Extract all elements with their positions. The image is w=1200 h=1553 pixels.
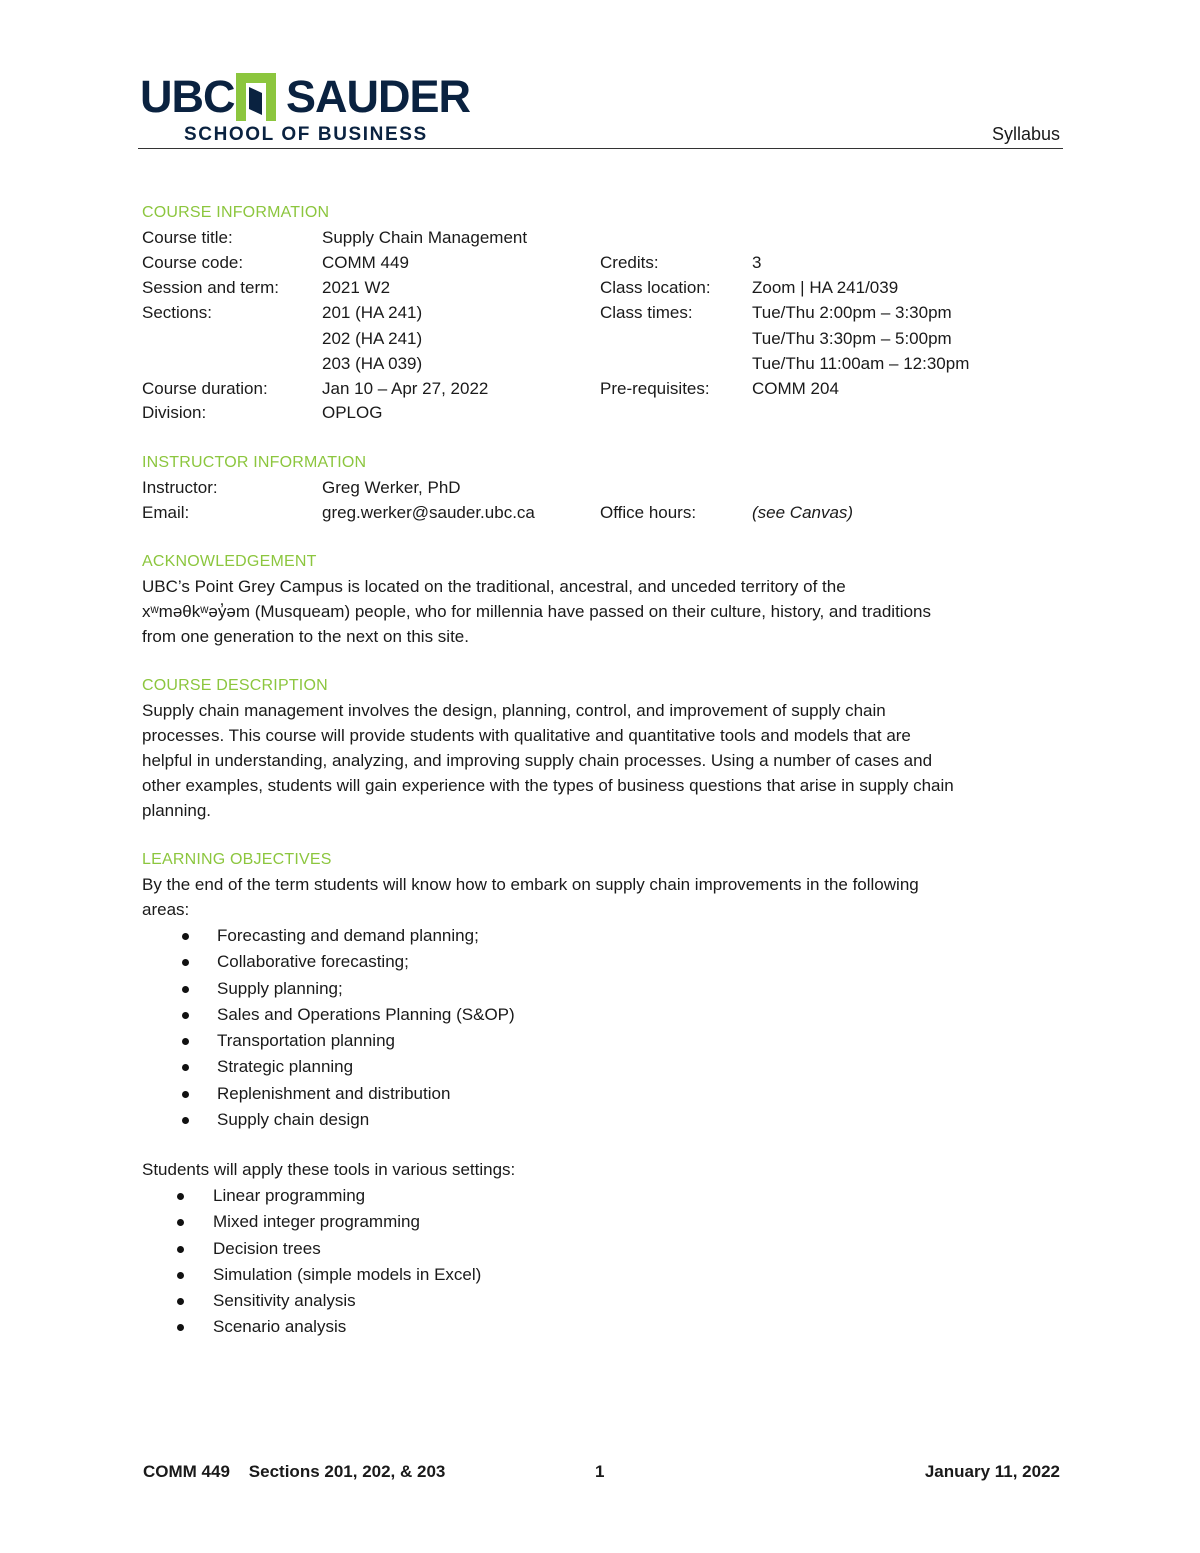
course-code-row	[142, 250, 1062, 275]
bullet-icon	[177, 1193, 184, 1200]
bullet-icon	[177, 1324, 184, 1331]
division-label: Division:	[142, 403, 207, 422]
list-item: Supply chain design	[182, 1107, 515, 1133]
list-item: Supply planning;	[182, 976, 515, 1002]
bullet-icon	[182, 1012, 189, 1019]
sections-row-1	[142, 300, 1062, 325]
list-item: Decision trees	[177, 1236, 481, 1262]
course-description-heading: COURSE DESCRIPTION	[142, 677, 328, 694]
course-code-value: COMM 449	[322, 253, 409, 272]
footer-course-sections: COMM 449 Sections 201, 202, & 203	[143, 1462, 446, 1481]
prerequisites-value: COMM 204	[752, 379, 839, 398]
tools-intro	[142, 1157, 1062, 1182]
email-label: Email:	[142, 503, 190, 522]
section-item: 201 (HA 241)	[322, 303, 423, 322]
course-title-row	[142, 225, 1062, 250]
credits-value: 3	[752, 253, 762, 272]
logo-sauder-text: SAUDER	[286, 71, 471, 122]
bullet-icon	[182, 986, 189, 993]
instructor-row	[142, 475, 1062, 500]
office-hours-label: Office hours:	[600, 503, 697, 522]
text-line: areas:	[142, 900, 190, 919]
bullet-icon	[182, 1038, 189, 1045]
acknowledgement-heading: ACKNOWLEDGEMENT	[142, 553, 317, 570]
list-item: Simulation (simple models in Excel)	[177, 1262, 481, 1288]
bullet-icon	[177, 1272, 184, 1279]
instructor-label: Instructor:	[142, 478, 218, 497]
text-line: By the end of the term students will know how to embark on supply chain improvements in the following	[142, 875, 919, 894]
list-item: Collaborative forecasting;	[182, 949, 515, 975]
sections-row-2	[142, 326, 1062, 351]
text-line: Supply chain management involves the design, planning, control, and improvement of supply chain	[142, 701, 886, 720]
list-item: Sales and Operations Planning (S&OP)	[182, 1002, 515, 1028]
office-hours-value: (see Canvas)	[752, 503, 854, 522]
section-item: 203 (HA 039)	[322, 354, 423, 373]
list-item: Replenishment and distribution	[182, 1081, 515, 1107]
list-item: Strategic planning	[182, 1054, 515, 1080]
objective-areas-list	[182, 923, 515, 1133]
logo-mark-icon	[236, 73, 276, 121]
footer-date: January 11, 2022	[924, 1462, 1060, 1481]
division-row	[142, 400, 1062, 425]
instructor-value: Greg Werker, PhD	[322, 478, 461, 497]
text-line: helpful in understanding, analyzing, and improving supply chain processes. Using a number of cases and	[142, 751, 933, 770]
tools-list	[177, 1183, 481, 1341]
list-item: Transportation planning	[182, 1028, 515, 1054]
bullet-icon	[182, 959, 189, 966]
class-location-label: Class location:	[600, 278, 711, 297]
list-item: Mixed integer programming	[177, 1209, 481, 1235]
ubc-sauder-logo	[140, 70, 470, 150]
text-line: from one generation to the next on this site.	[142, 627, 469, 646]
instructor-information-heading: INSTRUCTOR INFORMATION	[142, 454, 367, 471]
bullet-icon	[182, 1117, 189, 1124]
text-line: UBC’s Point Grey Campus is located on the traditional, ancestral, and unceded territory of the	[142, 577, 846, 596]
duration-row	[142, 376, 1062, 401]
course-code-label: Course code:	[142, 253, 244, 272]
email-link[interactable]: greg.werker@sauder.ubc.ca	[322, 503, 535, 522]
text-line: Students will apply these tools in various settings:	[142, 1160, 516, 1179]
sections-row-3	[142, 351, 1062, 376]
bullet-icon	[182, 1091, 189, 1098]
list-item: Linear programming	[177, 1183, 481, 1209]
bullet-icon	[177, 1219, 184, 1226]
acknowledgement-text	[142, 574, 1062, 649]
division-value: OPLOG	[322, 403, 383, 422]
bullet-icon	[182, 1064, 189, 1071]
page-number: 1	[595, 1462, 605, 1481]
course-title-label: Course title:	[142, 228, 233, 247]
logo-ubc-text: UBC	[140, 71, 235, 122]
credits-label: Credits:	[600, 253, 659, 272]
session-value: 2021 W2	[322, 278, 391, 297]
list-item: Forecasting and demand planning;	[182, 923, 515, 949]
learning-objectives-heading: LEARNING OBJECTIVES	[142, 851, 332, 868]
duration-label: Course duration:	[142, 379, 268, 398]
bullet-icon	[177, 1298, 184, 1305]
list-item: Scenario analysis	[177, 1314, 481, 1340]
session-row	[142, 275, 1062, 300]
email-row	[142, 500, 1062, 525]
class-location-value: Zoom | HA 241/039	[752, 278, 899, 297]
sections-label: Sections:	[142, 303, 212, 322]
text-line: other examples, students will gain experience with the types of business questions that arise in supply chain	[142, 776, 954, 795]
list-item: Sensitivity analysis	[177, 1288, 481, 1314]
session-label: Session and term:	[142, 278, 280, 297]
bullet-icon	[177, 1246, 184, 1253]
bullet-icon	[182, 933, 189, 940]
text-line: xʷməθkʷəy̓əm (Musqueam) people, who for millennia have passed on their culture, history, and traditions	[142, 602, 931, 621]
course-description-text	[142, 698, 1062, 823]
course-information-heading: COURSE INFORMATION	[142, 204, 330, 221]
class-time-item: Tue/Thu 11:00am – 12:30pm	[752, 354, 970, 373]
prerequisites-label: Pre-requisites:	[600, 379, 710, 398]
class-time-item: Tue/Thu 2:00pm – 3:30pm	[752, 303, 952, 322]
class-times-label: Class times:	[600, 303, 693, 322]
text-line: processes. This course will provide students with qualitative and quantitative tools and models that are	[142, 726, 911, 745]
section-item: 202 (HA 241)	[322, 328, 423, 348]
course-title-value: Supply Chain Management	[322, 228, 528, 247]
document-type: Syllabus	[991, 124, 1060, 144]
text-line: planning.	[142, 801, 212, 820]
logo-subtitle: SCHOOL OF BUSINESS	[184, 124, 428, 145]
header-divider	[138, 148, 1063, 149]
duration-value: Jan 10 – Apr 27, 2022	[322, 379, 489, 398]
objectives-intro	[142, 872, 1062, 922]
class-time-item: Tue/Thu 3:30pm – 5:00pm	[752, 328, 952, 348]
